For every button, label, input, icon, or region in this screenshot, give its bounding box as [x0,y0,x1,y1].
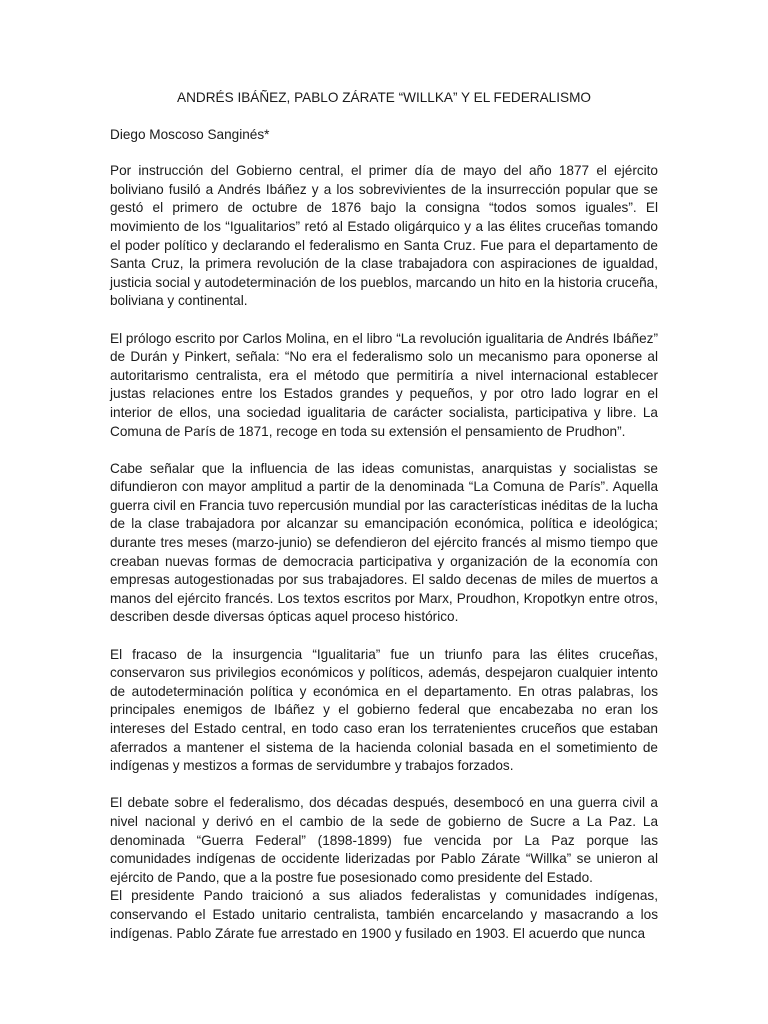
document-title: ANDRÉS IBÁÑEZ, PABLO ZÁRATE “WILLKA” Y EL FEDERALISMO [177,90,591,105]
paragraph-6: El presidente Pando traicionó a sus aliados federalistas y comunidades indígenas, conservando el Estado unitario centralista, también encarcelando y masacrando a los indígenas. Pablo Zárate fue arrestado en 1900 y fusilado en 1903. El acuerdo que nunca [110,888,658,941]
paragraph-2: El prólogo escrito por Carlos Molina, en el libro “La revolución igualitaria de Andrés Ibáñez” de Durán y Pinkert, señala: “No era el federalismo solo un mecanismo para oponerse al autoritarismo centralista, era el método que permitiría a nivel internacional establecer justas relaciones entre los Estados grandes y pequeños, y por otro lado lograr en el interior de ellos, una sociedad igualitaria de carácter socialista, participativa y libre. La Comuna de París de 1871, recoge en toda su extensión el pensamiento de Prudhon”. [110,330,658,439]
paragraph-4: El fracaso de la insurgencia “Igualitaria” fue un triunfo para las élites cruceñas, conservaron sus privilegios económicos y políticos, además, despejaron cualquier intento de autodeterminación política y económica en el departamento. En otras palabras, los principales enemigos de Ibáñez y el gobierno federal que encabezaba no eran los intereses del Estado central, en todo caso eran los terratenientes cruceños que estaban aferrados a mantener el sistema de la hacienda colonial basada en el sometimiento de indígenas y mestizos a formas de servidumbre y trabajos forzados. [110,646,658,774]
paragraph-1: Por instrucción del Gobierno central, el primer día de mayo del año 1877 el ejército boliviano fusiló a Andrés Ibáñez y a los sobrevivientes de la insurrección popular que se gestó el primero de octubre de 1876 bajo la consigna “todos somos iguales”. El movimiento de los “Igualitarios” retó al Estado oligárquico y a las élites cruceñas tomando el poder político y declarando el federalismo en Santa Cruz. Fue para el departamento de Santa Cruz, la primera revolución de la clase trabajadora con aspiraciones de igualdad, justicia social y autodeterminación de los pueblos, marcando un hito en la historia cruceña, boliviana y continental. [110,163,658,309]
document-author: Diego Moscoso Sanginés* [110,126,270,142]
paragraph-3: Cabe señalar que la influencia de las ideas comunistas, anarquistas y socialistas se difundieron con mayor amplitud a partir de la denominada “La Comuna de París”. Aquella guerra civil en Francia tuvo repercusión mundial por las características inéditas de la lucha de la clase trabajadora por alcanzar su emancipación económica, política e ideológica; durante tres meses (marzo-junio) se defendieron del ejército francés al mismo tiempo que creaban nuevas formas de democracia participativa y organización de la economía con empresas autogestionadas por sus trabajadores. El saldo decenas de miles de muertos a manos del ejército francés. Los textos escritos por Marx, Proudhon, Kropotkyn entre otros, describen desde diversas ópticas aquel proceso histórico. [110,460,658,625]
paragraph-5: El debate sobre el federalismo, dos décadas después, desembocó en una guerra civil a nivel nacional y derivó en el cambio de la sede de gobierno de Sucre a La Paz. La denominada “Guerra Federal” (1898-1899) fue vencida por La Paz porque las comunidades indígenas de occidente liderizadas por Pablo Zárate “Willka” se unieron al ejército de Pando, que a la postre fue posesionado como presidente del Estado. [110,795,658,885]
